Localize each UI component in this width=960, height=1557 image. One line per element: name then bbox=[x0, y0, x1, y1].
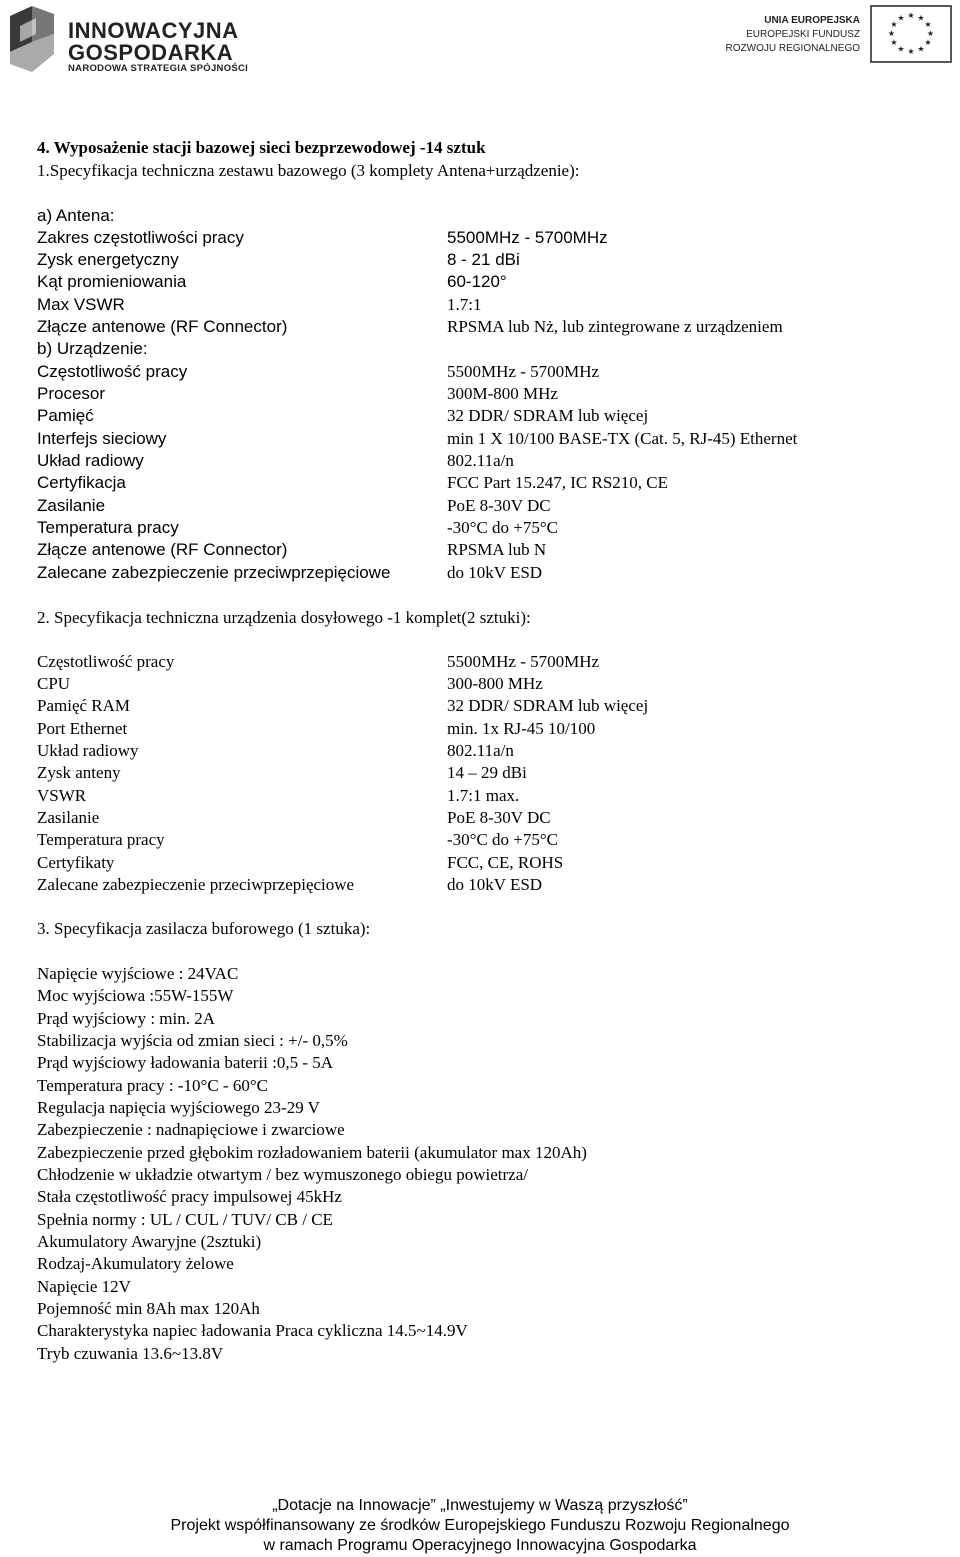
device-label: Pamięć bbox=[37, 406, 94, 425]
spec2-value: 32 DDR/ SDRAM lub więcej bbox=[447, 696, 649, 715]
svg-text:★: ★ bbox=[897, 13, 905, 23]
device-label: Zalecane zabezpieczenie przeciwprzepięciowe bbox=[37, 563, 391, 582]
spec3-line: Charakterystyka napiec ładowania Praca cykliczna 14.5~14.9V bbox=[37, 1321, 468, 1340]
spec2-title: 2. Specyfikacja techniczna urządzenia dosyłowego -1 komplet(2 sztuki): bbox=[37, 608, 531, 627]
spec3-line: Pojemność min 8Ah max 120Ah bbox=[37, 1299, 260, 1318]
spec2-label: Zalecane zabezpieczenie przeciwprzepięciowe bbox=[37, 875, 355, 894]
spec2-label: Temperatura pracy bbox=[37, 830, 165, 849]
spec1-title: 1.Specyfikacja techniczna zestawu bazowego (3 komplety Antena+urządzenie): bbox=[37, 161, 580, 180]
svg-text:★: ★ bbox=[887, 29, 896, 38]
svg-text:★: ★ bbox=[890, 38, 898, 47]
spec3-line: Regulacja napięcia wyjściowego 23-29 V bbox=[37, 1098, 320, 1117]
spec3-line: Tryb czuwania 13.6~13.8V bbox=[37, 1344, 224, 1363]
spec3-line: Temperatura pracy : -10°C - 60°C bbox=[37, 1076, 268, 1095]
eu-flag-icon bbox=[870, 5, 952, 63]
antenna-label: Zakres częstotliwości pracy bbox=[37, 228, 244, 247]
spec2-value: do 10kV ESD bbox=[447, 875, 543, 894]
spec2-label: Układ radiowy bbox=[37, 741, 139, 760]
device-value: 32 DDR/ SDRAM lub więcej bbox=[447, 406, 649, 425]
spec2-value: PoE 8-30V DC bbox=[447, 808, 551, 827]
antenna-label: Max VSWR bbox=[37, 295, 125, 314]
spec2-label: Częstotliwość pracy bbox=[37, 652, 175, 671]
spec2-label: Zysk anteny bbox=[37, 763, 121, 782]
spec2-value: min. 1x RJ-45 10/100 bbox=[447, 719, 596, 738]
antenna-heading: a) Antena: bbox=[37, 206, 115, 225]
logo-line-2: GOSPODARKA bbox=[68, 40, 234, 65]
spec3-line: Stała częstotliwość pracy impulsowej 45kHz bbox=[37, 1187, 342, 1206]
device-label: Interfejs sieciowy bbox=[37, 429, 167, 448]
footer-line-3: w ramach Programu Operacyjnego Innowacyjna Gospodarka bbox=[263, 1537, 697, 1554]
device-value: 300M-800 MHz bbox=[447, 384, 558, 403]
svg-text:★: ★ bbox=[924, 20, 932, 29]
spec2-value: -30°C do +75°C bbox=[447, 830, 559, 849]
spec3-line: Moc wyjściowa :55W-155W bbox=[37, 986, 234, 1005]
spec2-value: FCC, CE, ROHS bbox=[447, 853, 564, 872]
spec3-line: Spełnia normy : UL / CUL / TUV/ CB / CE bbox=[37, 1210, 333, 1229]
device-value: -30°C do +75°C bbox=[447, 518, 559, 537]
svg-text:★: ★ bbox=[907, 47, 915, 56]
logo-line-1: INNOWACYJNA bbox=[68, 18, 239, 43]
device-label: Zasilanie bbox=[37, 496, 106, 515]
device-value: do 10kV ESD bbox=[447, 563, 543, 582]
spec3-title: 3. Specyfikacja zasilacza buforowego (1 sztuka): bbox=[37, 919, 371, 938]
device-label: Złącze antenowe (RF Connector) bbox=[37, 540, 288, 559]
svg-text:★: ★ bbox=[890, 20, 898, 29]
device-label: Temperatura pracy bbox=[37, 518, 179, 537]
footer-line-2: Projekt współfinansowany ze środków Europejskiego Funduszu Rozwoju Regionalnego bbox=[170, 1517, 790, 1534]
device-value: FCC Part 15.247, IC RS210, CE bbox=[447, 473, 669, 492]
device-label: Certyfikacja bbox=[37, 473, 126, 492]
antenna-value: RPSMA lub Nż, lub zintegrowane z urządzeniem bbox=[447, 317, 783, 336]
spec3-line: Zabezpieczenie przed głębokim rozładowaniem baterii (akumulator max 120Ah) bbox=[37, 1143, 587, 1162]
svg-text:★: ★ bbox=[897, 44, 905, 54]
svg-text:★: ★ bbox=[917, 13, 925, 23]
spec2-label: Certyfikaty bbox=[37, 853, 115, 872]
spec2-label: Pamięć RAM bbox=[37, 696, 131, 715]
spec2-label: Zasilanie bbox=[37, 808, 100, 827]
spec3-line: Akumulatory Awaryjne (2sztuki) bbox=[37, 1232, 262, 1251]
section-heading: 4. Wyposażenie stacji bazowej sieci bezprzewodowej -14 sztuk bbox=[37, 138, 486, 157]
device-value: 802.11a/n bbox=[447, 451, 514, 470]
spec2-value: 14 – 29 dBi bbox=[447, 763, 527, 782]
logo-emblem-icon bbox=[6, 4, 58, 74]
antenna-value: 1.7:1 bbox=[447, 295, 482, 314]
spec2-value: 1.7:1 max. bbox=[447, 786, 520, 805]
spec3-line: Rodzaj-Akumulatory żelowe bbox=[37, 1254, 234, 1273]
svg-text:★: ★ bbox=[924, 38, 932, 47]
spec2-label: CPU bbox=[37, 674, 71, 693]
device-label: Częstotliwość pracy bbox=[37, 362, 188, 381]
spec3-line: Napięcie wyjściowe : 24VAC bbox=[37, 964, 239, 983]
logo-line-3: NARODOWA STRATEGIA SPÓJNOŚCI bbox=[68, 63, 249, 74]
spec3-line: Stabilizacja wyjścia od zmian sieci : +/- 0,5% bbox=[37, 1031, 348, 1050]
spec3-line: Prąd wyjściowy : min. 2A bbox=[37, 1009, 216, 1028]
spec2-value: 802.11a/n bbox=[447, 741, 514, 760]
device-label: Procesor bbox=[37, 384, 106, 403]
spec3-line: Chłodzenie w układzie otwartym / bez wymuszonego obiegu powietrza/ bbox=[37, 1165, 528, 1184]
antenna-value: 5500MHz - 5700MHz bbox=[447, 228, 608, 247]
spec2-value: 300-800 MHz bbox=[447, 674, 543, 693]
antenna-value: 8 - 21 dBi bbox=[447, 250, 520, 269]
spec3-line: Prąd wyjściowy ładowania baterii :0,5 - 5A bbox=[37, 1053, 334, 1072]
device-label: Układ radiowy bbox=[37, 451, 144, 470]
svg-text:★: ★ bbox=[917, 44, 925, 54]
device-value: 5500MHz - 5700MHz bbox=[447, 362, 600, 381]
footer-line-1: „Dotacje na Innowacje” „Inwestujemy w Waszą przyszłość” bbox=[272, 1497, 688, 1514]
device-value: RPSMA lub N bbox=[447, 540, 547, 559]
eu-line-1: UNIA EUROPEJSKA bbox=[764, 15, 860, 26]
spec3-line: Napięcie 12V bbox=[37, 1277, 131, 1296]
device-heading: b) Urządzenie: bbox=[37, 339, 148, 358]
eu-line-2: EUROPEJSKI FUNDUSZ bbox=[746, 29, 860, 40]
antenna-label: Kąt promieniowania bbox=[37, 272, 187, 291]
antenna-label: Zysk energetyczny bbox=[37, 250, 179, 269]
spec2-label: Port Ethernet bbox=[37, 719, 128, 738]
spec2-label: VSWR bbox=[37, 786, 87, 805]
antenna-value: 60-120° bbox=[447, 272, 507, 291]
eu-line-3: ROZWOJU REGIONALNEGO bbox=[725, 43, 860, 54]
antenna-label: Złącze antenowe (RF Connector) bbox=[37, 317, 288, 336]
spec3-line: Zabezpieczenie : nadnapięciowe i zwarciowe bbox=[37, 1120, 345, 1139]
spec2-value: 5500MHz - 5700MHz bbox=[447, 652, 600, 671]
device-value: PoE 8-30V DC bbox=[447, 496, 551, 515]
device-value: min 1 X 10/100 BASE-TX (Cat. 5, RJ-45) Ethernet bbox=[447, 429, 798, 448]
svg-text:★: ★ bbox=[907, 11, 915, 20]
svg-text:★: ★ bbox=[926, 29, 935, 38]
